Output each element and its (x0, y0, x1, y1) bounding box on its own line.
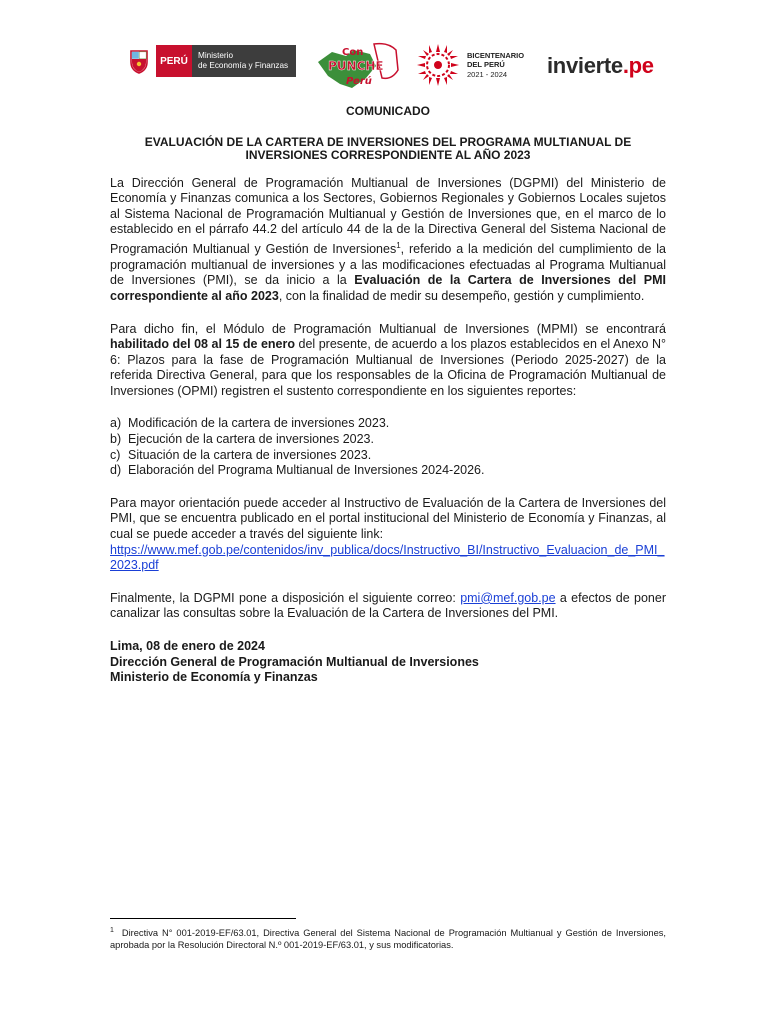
mef-peru-label: PERÚ (156, 45, 192, 77)
signature-department: Dirección General de Programación Multianual de Inversiones (110, 654, 479, 669)
signature-ministry: Ministerio de Economía y Finanzas (110, 670, 318, 685)
invierte-pe-logo (547, 49, 671, 83)
list-item: c) Situación de la cartera de inversiones 2023. (110, 447, 372, 462)
bicentenario-label: BICENTENARIO DEL PERÚ 2021 - 2024 (467, 50, 525, 79)
mef-ministerio-label: Ministerio de Economía y Finanzas (192, 45, 296, 77)
document-body (110, 104, 666, 686)
signature-date: Lima, 08 de enero de 2024 (110, 639, 265, 653)
list-item: a) Modificación de la cartera de inversiones 2023. (110, 416, 390, 431)
schedule-paragraph: Para dicho fin, el Módulo de Programación Multianual de Inversiones (MPMI) se encontrará habilitado del 08 al 15 de enero del presente, de acuerdo a los plazos establecidos en el Anexo N° 6: Plazos para la fase de Programación Multianual de Inversiones (Periodo 2025-2027) de la referida Directiva General, para que los responsables de la Oficina de Programación Multianual de Inversiones (OPMI) registren el sustento correspondiente en los siguientes reportes: (110, 321, 666, 398)
intro-paragraph: La Dirección General de Programación Multianual de Inversiones (DGPMI) del Ministerio de Economía y Finanzas comunica a los Sectores, Gobiernos Regionales y Gobiernos Locales sujetos al Sistema Nacional de Programación Multianual y Gestión de Inversiones que, en el marco de lo establecido en el párrafo 44.2 del artículo 44 de la de la Directiva General del Sistema Nacional de Programación Multianual y Gestión de Inversiones$^1$, referido a la medición del cumplimiento de la programación multianual de inversiones y a las modificaciones efectuadas al Programa Multianual de Inversiones (PMI), se da inicio a la Evaluación de la Cartera de Inversiones del PMI correspondiente al año 2023, con la finalidad de medir su desempeño, gestión y cumplimiento. (110, 175, 667, 303)
mef-logo (122, 45, 296, 77)
peru-coat-of-arms-icon (122, 45, 156, 77)
svg-text:Con: Con (342, 47, 364, 58)
document-subtitle: EVALUACIÓN DE LA CARTERA DE INVERSIONES DEL PROGRAMA MULTIANUAL DE INVERSIONES CORRESPONDIENTE AL AÑO 2023 (144, 134, 632, 162)
invierte-label: invierte (547, 53, 623, 78)
svg-text:PUNCHE: PUNCHE (328, 59, 384, 73)
footnote-divider (110, 918, 296, 919)
invierte-suffix: .pe (622, 53, 654, 78)
list-item: d) Elaboración del Programa Multianual de Inversiones 2024-2026. (110, 463, 485, 478)
list-item: b) Ejecución de la cartera de inversiones 2023. (110, 432, 374, 447)
footnote-reference: 1 (396, 240, 401, 250)
header-logos (120, 40, 670, 92)
con-punche-peru-logo (312, 40, 404, 92)
contact-paragraph: Finalmente, la DGPMI pone a disposición el siguiente correo: pmi@mef.gob.pe a efectos de poner canalizar las consultas sobre la Evaluación de la Cartera de Inversiones del PMI. (110, 590, 666, 621)
signature-block (110, 639, 666, 686)
reports-list (110, 416, 666, 478)
email-link[interactable]: pmi@mef.gob.pe (460, 590, 556, 605)
svg-text:Perú: Perú (346, 76, 372, 87)
instructivo-paragraph: Para mayor orientación puede acceder al Instructivo de Evaluación de la Cartera de Inversiones del PMI, que se encuentra publicado en el portal institucional del Ministerio de Economía y Finanzas, al cual se puede acceder a través del siguiente link: https://www.mef.gob.pe/contenidos/inv_publica/docs/Instructivo_BI/Instructivo_Evaluacion_de_PMI_2023.pdf (110, 495, 666, 573)
document-title: COMUNICADO (346, 104, 430, 118)
bicentenario-sun-icon (415, 42, 461, 88)
bicentenario-logo (415, 41, 539, 89)
footnote: $^1$ Directiva N° 001-2019-EF/63.01, Directiva General del Sistema Nacional de Programación Multianual y Gestión de Inversiones, aprobada por la Resolución Directoral N.º 001-2019-EF/63.01, y sus modificatorias. (110, 927, 666, 950)
instructivo-link[interactable]: https://www.mef.gob.pe/contenidos/inv_publica/docs/Instructivo_BI/Instructivo_Evaluacion_de_PMI_2023.pdf (110, 542, 665, 573)
